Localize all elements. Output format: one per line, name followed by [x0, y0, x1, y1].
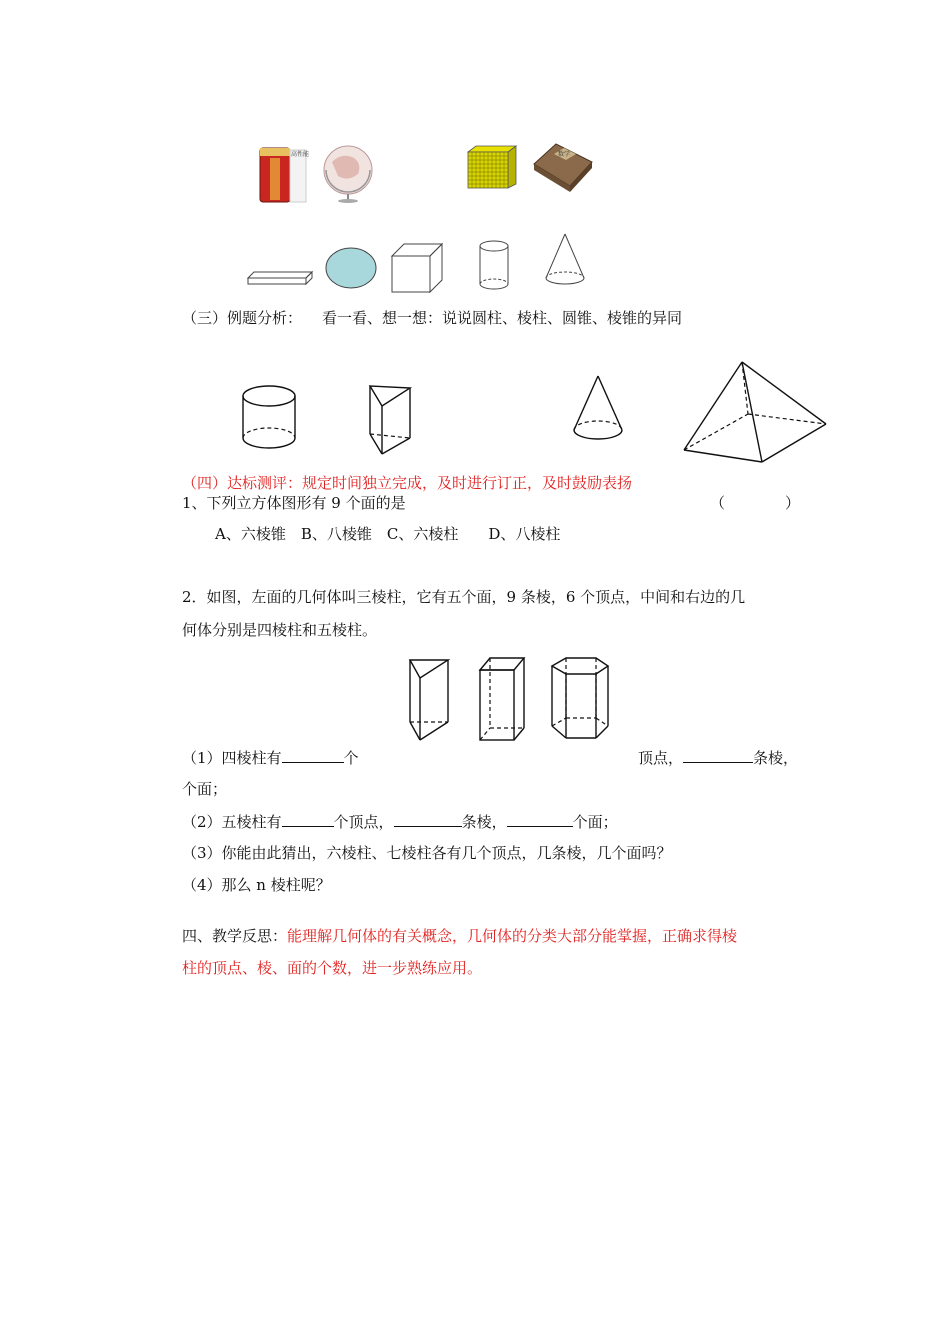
q2-sub2-label: （2）五棱柱有	[182, 813, 282, 831]
example-square-pyramid	[684, 362, 826, 462]
pentagonal-prism-figure	[552, 658, 608, 738]
q2-sub1-part2	[638, 748, 798, 768]
q2-sub1-part1	[182, 748, 359, 768]
q2-sub2-blank-2[interactable]	[394, 812, 462, 827]
q2-sub1-faces: 个面；	[182, 780, 228, 798]
example-cone	[574, 376, 622, 439]
book-photo	[532, 142, 594, 192]
q2-line2: 何体分别是四棱柱和五棱柱。	[182, 621, 378, 639]
thin-cuboid-shape	[248, 272, 312, 284]
q2-sub1-vertices: 顶点，	[638, 749, 684, 767]
section-3-prompt: 看一看、想一想：说说圆柱、棱柱、圆锥、棱锥的异同	[322, 309, 683, 327]
q2-sub2	[182, 812, 618, 832]
section-3-label: （三）例题分析：	[182, 309, 303, 327]
q2-line1: 2．如图，左面的几何体叫三棱柱，它有五个面，9 条棱，6 个顶点，中间和右边的几	[182, 588, 746, 606]
q2-sub1-edges: 条棱，	[753, 749, 799, 767]
section-4-heading: （四）达标测评：规定时间独立完成，及时进行订正，及时鼓励表扬	[182, 474, 633, 492]
q2-sub2-faces: 个面；	[572, 813, 618, 831]
q2-sub2-edges: 条棱，	[461, 813, 507, 831]
q2-sub1-label: （1）四棱柱有	[182, 749, 282, 767]
prism-figures	[0, 654, 950, 744]
globe-photo	[318, 142, 378, 204]
q2-sub1-blank-2[interactable]	[683, 748, 753, 763]
cube-shape	[392, 244, 442, 292]
reflection-line-1	[182, 926, 737, 946]
q2-sub1-blank-1[interactable]	[282, 748, 344, 763]
q1-answer-paren: （ ）	[710, 494, 801, 512]
section-3-line	[182, 308, 682, 328]
reflection-line-2: 柱的顶点、棱、面的个数，进一步熟练应用。	[182, 959, 483, 977]
q2-sub4: （4）那么 n 棱柱呢？	[182, 876, 331, 894]
circle-disc-shape	[326, 248, 376, 288]
reflection-label: 四、教学反思：	[182, 927, 288, 945]
example-cylinder	[243, 386, 295, 448]
q1-text: 1、下列立方体图形有 9 个面的是	[182, 494, 406, 512]
example-triangular-prism	[370, 386, 410, 454]
q2-sub3: （3）你能由此猜出，六棱柱、七棱柱各有几个顶点，几条棱，几个面吗？	[182, 844, 672, 862]
cone-shape	[546, 234, 584, 284]
row-of-solids	[0, 232, 950, 292]
square-prism-figure	[480, 658, 524, 740]
q2-sub1-unit: 个	[343, 749, 359, 767]
q1-options: A、六棱锥 B、八棱锥 C、六棱柱 D、八棱柱	[215, 525, 561, 543]
battery-label: 高性能	[291, 151, 310, 158]
cube-grid-photo	[464, 144, 518, 190]
q2-sub2-vertices: 个顶点，	[333, 813, 394, 831]
battery-photo	[256, 142, 310, 204]
q2-sub2-blank-3[interactable]	[507, 812, 573, 827]
reflection-text-1: 能理解几何体的有关概念，几何体的分类大部分能掌握，正确求得棱	[287, 927, 738, 945]
triangular-prism-figure	[410, 660, 448, 740]
example-solids	[0, 358, 950, 468]
cylinder-shape	[480, 241, 508, 289]
q2-sub2-blank-1[interactable]	[282, 812, 334, 827]
book-label: 数学	[558, 151, 571, 158]
